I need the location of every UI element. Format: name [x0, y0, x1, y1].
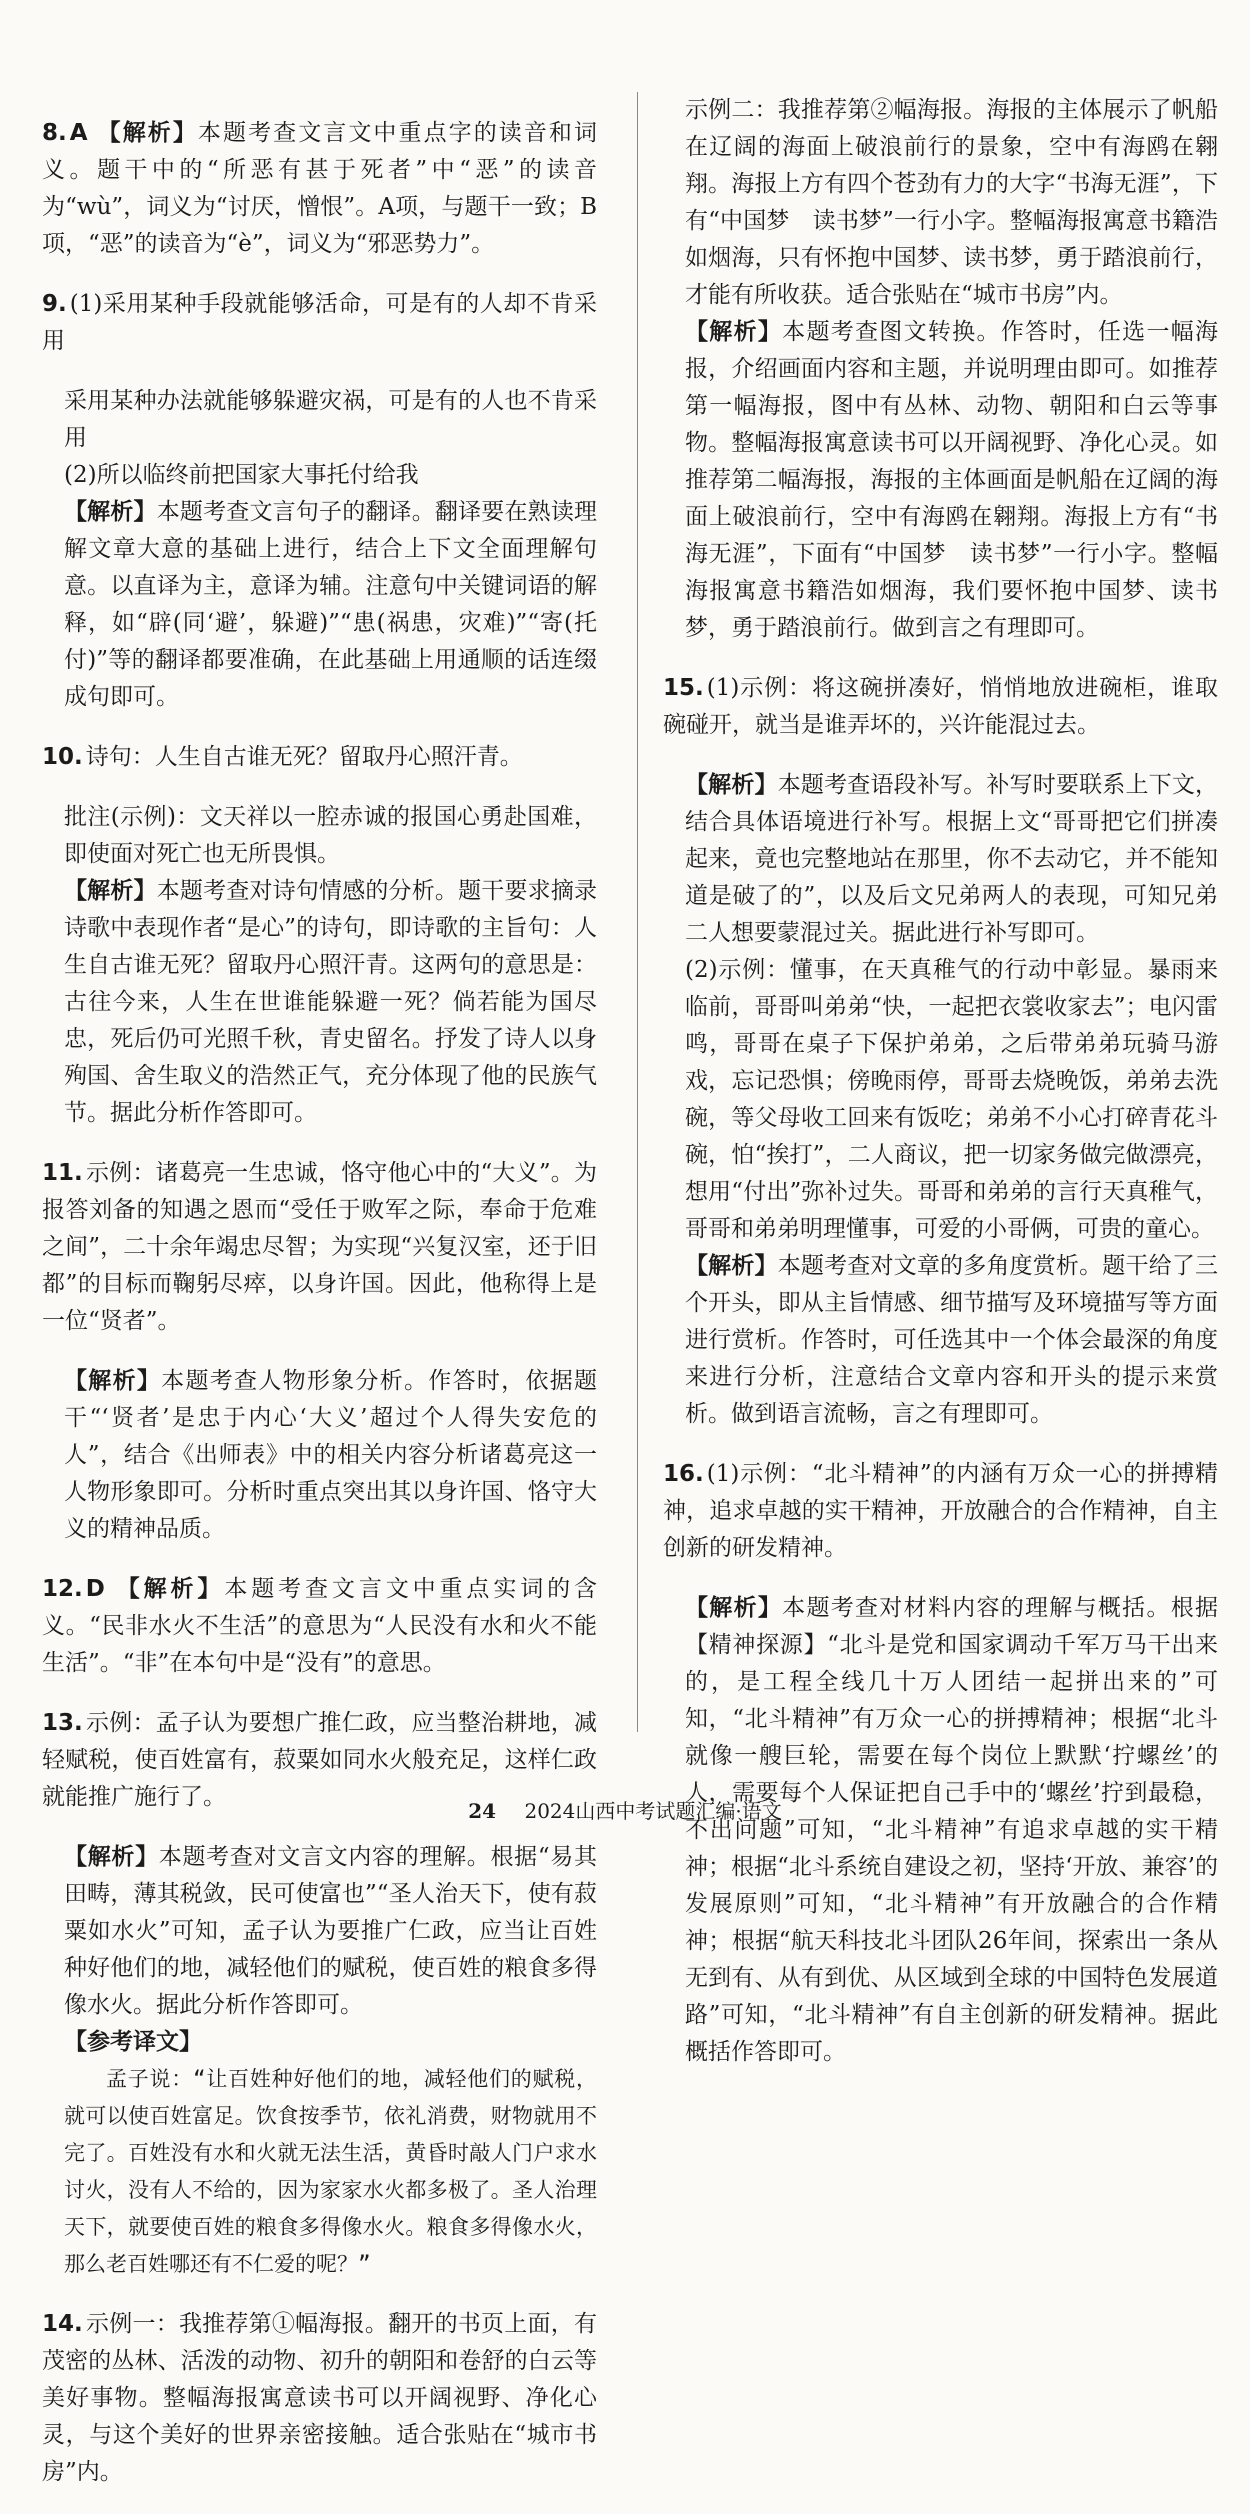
- answer-item: [42, 2306, 597, 2491]
- answer-paragraph: [663, 92, 1218, 314]
- answer-item: [42, 1155, 597, 1548]
- answer-item: [663, 670, 1218, 1433]
- answer-paragraph: [42, 115, 597, 263]
- analysis-tag: 【解析】: [64, 1368, 162, 1394]
- answer-paragraph: [42, 383, 597, 457]
- answer-text: (1)采用某种手段就能够活命，可是有的人却不肯采用: [42, 291, 597, 354]
- analysis-tag: 【解析】: [64, 1844, 159, 1870]
- question-number: 15.: [663, 675, 704, 701]
- answer-paragraph: [663, 767, 1218, 952]
- answer-choice: A: [69, 120, 88, 146]
- question-number: 8.: [42, 120, 67, 146]
- answer-paragraph: [663, 952, 1218, 1248]
- answer-item: [42, 1571, 597, 1682]
- answer-text: 诗句：人生自古谁无死？留取丹心照汗青。: [85, 744, 523, 770]
- question-number: 12.: [42, 1576, 83, 1602]
- question-number: 14.: [42, 2311, 83, 2337]
- answer-paragraph: [42, 739, 597, 776]
- answer-text: 本题考查人物形象分析。作答时，依据题干“‘贤者’是忠于内心‘大义’超过个人得失安危的人”，结合《出师表》中的相关内容分析诸葛亮这一人物形象即可。分析时重点突出其以身许国、恪守大义的精神品质。: [64, 1368, 598, 1542]
- analysis-tag: 【解析】: [685, 772, 778, 798]
- answer-paragraph: [42, 1571, 597, 1682]
- answer-text: 示例：孟子认为要想广推仁政，应当整治耕地，减轻赋税，使百姓富有，菽粟如同水火般充足，这样仁政就能推广施行了。: [42, 1710, 597, 1810]
- answer-paragraph: [663, 314, 1218, 647]
- analysis-tag: 【解析】: [685, 319, 783, 345]
- answer-item: [42, 286, 597, 716]
- answer-item: [42, 739, 597, 1132]
- question-number: 16.: [663, 1461, 704, 1487]
- answer-choice: D: [85, 1576, 105, 1602]
- question-number: 13.: [42, 1710, 83, 1736]
- answer-text: 本题考查对文章的多角度赏析。题干给了三个开头，即从主旨情感、细节描写及环境描写等方面进行赏析。作答时，可任选其中一个体会最深的角度来进行分析，注意结合文章内容和开头的提示来赏析。做到语言流畅，言之有理即可。: [685, 1253, 1219, 1427]
- answer-text: (1)示例：将这碗拼凑好，悄悄地放进碗柜，谁取碗碰开，就当是谁弄坏的，兴许能混过去。: [663, 675, 1218, 738]
- answer-text: (1)示例：“北斗精神”的内涵有万众一心的拼搏精神，追求卓越的实干精神，开放融合的合作精神，自主创新的研发精神。: [663, 1461, 1218, 1561]
- answer-text: 本题考查对材料内容的理解与概括。根据【精神探源】“北斗是党和国家调动千军万马干出来的，是工程全线几十万人团结一起拼出来的”可知，“北斗精神”有万众一心的拼搏精神；根据“北斗就像一艘巨轮，需要在每个岗位上默默‘拧螺丝’的人，需要每个人保证把自己手中的‘螺丝’拧到最稳，不出问题”可知，“北斗精神”有追求卓越的实干精神；根据“北斗系统自建设之初，坚持‘开放、兼容’的发展原则”可知，“北斗精神”有开放融合的合作精神；根据“航天科技北斗团队26年间，探索出一条从无到有、从有到优、从区域到全球的中国特色发展道路”可知，“北斗精神”有自主创新的研发精神。据此概括作答即可。: [685, 1595, 1219, 2065]
- answer-text: (2)示例：懂事，在天真稚气的行动中彰显。暴雨来临前，哥哥叫弟弟“快，一起把衣裳收家去”；电闪雷鸣，哥哥在桌子下保护弟弟，之后带弟弟玩骑马游戏，忘记恐惧；傍晚雨停，哥哥去烧晚饭，弟弟去洗碗，等父母收工回来有饭吃；弟弟不小心打碎青花斗碗，怕“挨打”，二人商议，把一切家务做完做漂亮，想用“付出”弥补过失。哥哥和弟弟的言行天真稚气，哥哥和弟弟明理懂事，可爱的小哥俩，可贵的童心。: [685, 957, 1218, 1242]
- answer-paragraph: [42, 457, 597, 494]
- question-number: 10.: [42, 744, 83, 770]
- analysis-tag: 【解析】: [64, 499, 157, 525]
- analysis-tag: 【解析】: [95, 120, 198, 146]
- answer-text: 示例：诸葛亮一生忠诚，恪守他心中的“大义”。为报答刘备的知遇之恩而“受任于败军之际，奉命于危难之间”，二十余年竭忠尽智；为实现“兴复汉室，还于旧都”的目标而鞠躬尽瘁，以身许国。因此，他称得上是一位“贤者”。: [42, 1160, 597, 1334]
- answer-text: 示例一：我推荐第①幅海报。翻开的书页上面，有茂密的丛林、活泼的动物、初升的朝阳和卷舒的白云等美好事物。整幅海报寓意读书可以开阔视野、净化心灵，与这个美好的世界亲密接触。适合张贴在“城市书房”内。: [42, 2311, 597, 2485]
- left-column: [42, 92, 597, 2514]
- answer-text: 批注(示例)：文天祥以一腔赤诚的报国心勇赴国难，即使面对死亡也无所畏惧。: [64, 804, 597, 867]
- answer-paragraph: [42, 494, 597, 716]
- analysis-tag: 【解析】: [685, 1595, 783, 1621]
- answer-paragraph: [663, 1248, 1218, 1433]
- analysis-tag: 【解析】: [64, 878, 157, 904]
- question-number: 11.: [42, 1160, 83, 1186]
- translation-text: 孟子说：“让百姓种好他们的地，减轻他们的赋税，就可以使百姓富足。饮食按季节，依礼消费，财物就用不完了。百姓没有水和火就无法生活，黄昏时敲人门户求水讨火，没有人不给的，因为家家水火都多极了。圣人治理天下，就要使百姓的粮食多得像水火。粮食多得像水火，那么老百姓哪还有不仁爱的呢？”: [64, 2067, 597, 2276]
- answer-item: [42, 1705, 597, 2024]
- answer-paragraph: [42, 873, 597, 1132]
- analysis-tag: 【解析】: [112, 1576, 225, 1602]
- answer-text: 本题考查文言文中重点实词的含义。“民非水火不生活”的意思为“人民没有水和火不能生活”。“非”在本句中是“没有”的意思。: [42, 1576, 598, 1676]
- answer-text: 本题考查文言句子的翻译。翻译要在熟读理解文章大意的基础上进行，结合上下文全面理解句意。以直译为主，意译为辅。注意句中关键词语的解释，如“辟(同‘避’，躲避)”“患(祸患，灾难)”“寄(托付)”等的翻译都要准确，在此基础上用通顺的话连缀成句即可。: [64, 499, 598, 710]
- answer-paragraph: [663, 670, 1218, 744]
- answer-item: [663, 1456, 1218, 2071]
- column-divider: [637, 92, 638, 1732]
- question-number: 9.: [42, 291, 67, 317]
- answer-text: (2)所以临终前把国家大事托付给我: [64, 462, 419, 488]
- answer-text: 本题考查图文转换。作答时，任选一幅海报，介绍画面内容和主题，并说明理由即可。如推荐第一幅海报，图中有丛林、动物、朝阳和白云等事物。整幅海报寓意读书可以开阔视野、净化心灵。如推荐第二幅海报，海报的主体画面是帆船在辽阔的海面上破浪前行，空中有海鸥在翱翔。海报上方有“书海无涯”，下面有“中国梦 读书梦”一行小字。整幅海报寓意书籍浩如烟海，我们要怀抱中国梦、读书梦，勇于踏浪前行。做到言之有理即可。: [685, 319, 1219, 641]
- page-footer: [0, 1795, 1250, 1824]
- answer-text: 本题考查文言文中重点字的读音和词义。题干中的“所恶有甚于死者”中“恶”的读音为“wù”，词义为“讨厌，憎恨”。A项，与题干一致；B项，“恶”的读音为“è”，词义为“邪恶势力”。: [42, 120, 598, 257]
- analysis-tag: 【解析】: [685, 1253, 778, 1279]
- translation-title: 【参考译文】: [64, 2029, 202, 2055]
- answer-paragraph: [42, 2306, 597, 2491]
- right-column: [663, 92, 1218, 2071]
- page-number: 24: [468, 1799, 497, 1823]
- answer-item: [663, 92, 1218, 647]
- answer-paragraph: [42, 799, 597, 873]
- answer-text: 示例二：我推荐第②幅海报。海报的主体展示了帆船在辽阔的海面上破浪前行的景象，空中有海鸥在翱翔。海报上方有四个苍劲有力的大字“书海无涯”，下有“中国梦 读书梦”一行小字。整幅海报寓意书籍浩如烟海，只有怀抱中国梦、读书梦，勇于踏浪前行，才能有所收获。适合张贴在“城市书房”内。: [685, 97, 1218, 308]
- answer-paragraph: [42, 1839, 597, 2024]
- answer-paragraph: [663, 1456, 1218, 1567]
- answer-paragraph: [42, 1363, 597, 1548]
- answer-text: 采用某种办法就能够躲避灾祸，可是有的人也不肯采用: [64, 388, 597, 451]
- answer-item: [42, 115, 597, 263]
- answer-paragraph: [663, 1590, 1218, 2071]
- answer-text: 本题考查对文言文内容的理解。根据“易其田畴，薄其税敛，民可使富也”“圣人治天下，使有菽粟如水火”可知，孟子认为要推广仁政，应当让百姓种好他们的地，减轻他们的赋税，使百姓的粮食多得像水火。据此分析作答即可。: [64, 1844, 598, 2018]
- answer-text: 本题考查对诗句情感的分析。题干要求摘录诗歌中表现作者“是心”的诗句，即诗歌的主旨句：人生自古谁无死？留取丹心照汗青。这两句的意思是：古往今来，人生在世谁能躲避一死？倘若能为国尽忠，死后仍可光照千秋，青史留名。抒发了诗人以身殉国、舍生取义的浩然正气，充分体现了他的民族气节。据此分析作答即可。: [64, 878, 598, 1126]
- answer-text: 本题考查语段补写。补写时要联系上下文，结合具体语境进行补写。根据上文“哥哥把它们拼凑起来，竟也完整地站在那里，你不去动它，并不能知道是破了的”，以及后文兄弟两人的表现，可知兄弟二人想要蒙混过关。据此进行补写即可。: [685, 772, 1219, 946]
- answer-paragraph: [42, 1155, 597, 1340]
- footer-title: 2024山西中考试题汇编·语文: [524, 1799, 782, 1823]
- answer-paragraph: [42, 286, 597, 360]
